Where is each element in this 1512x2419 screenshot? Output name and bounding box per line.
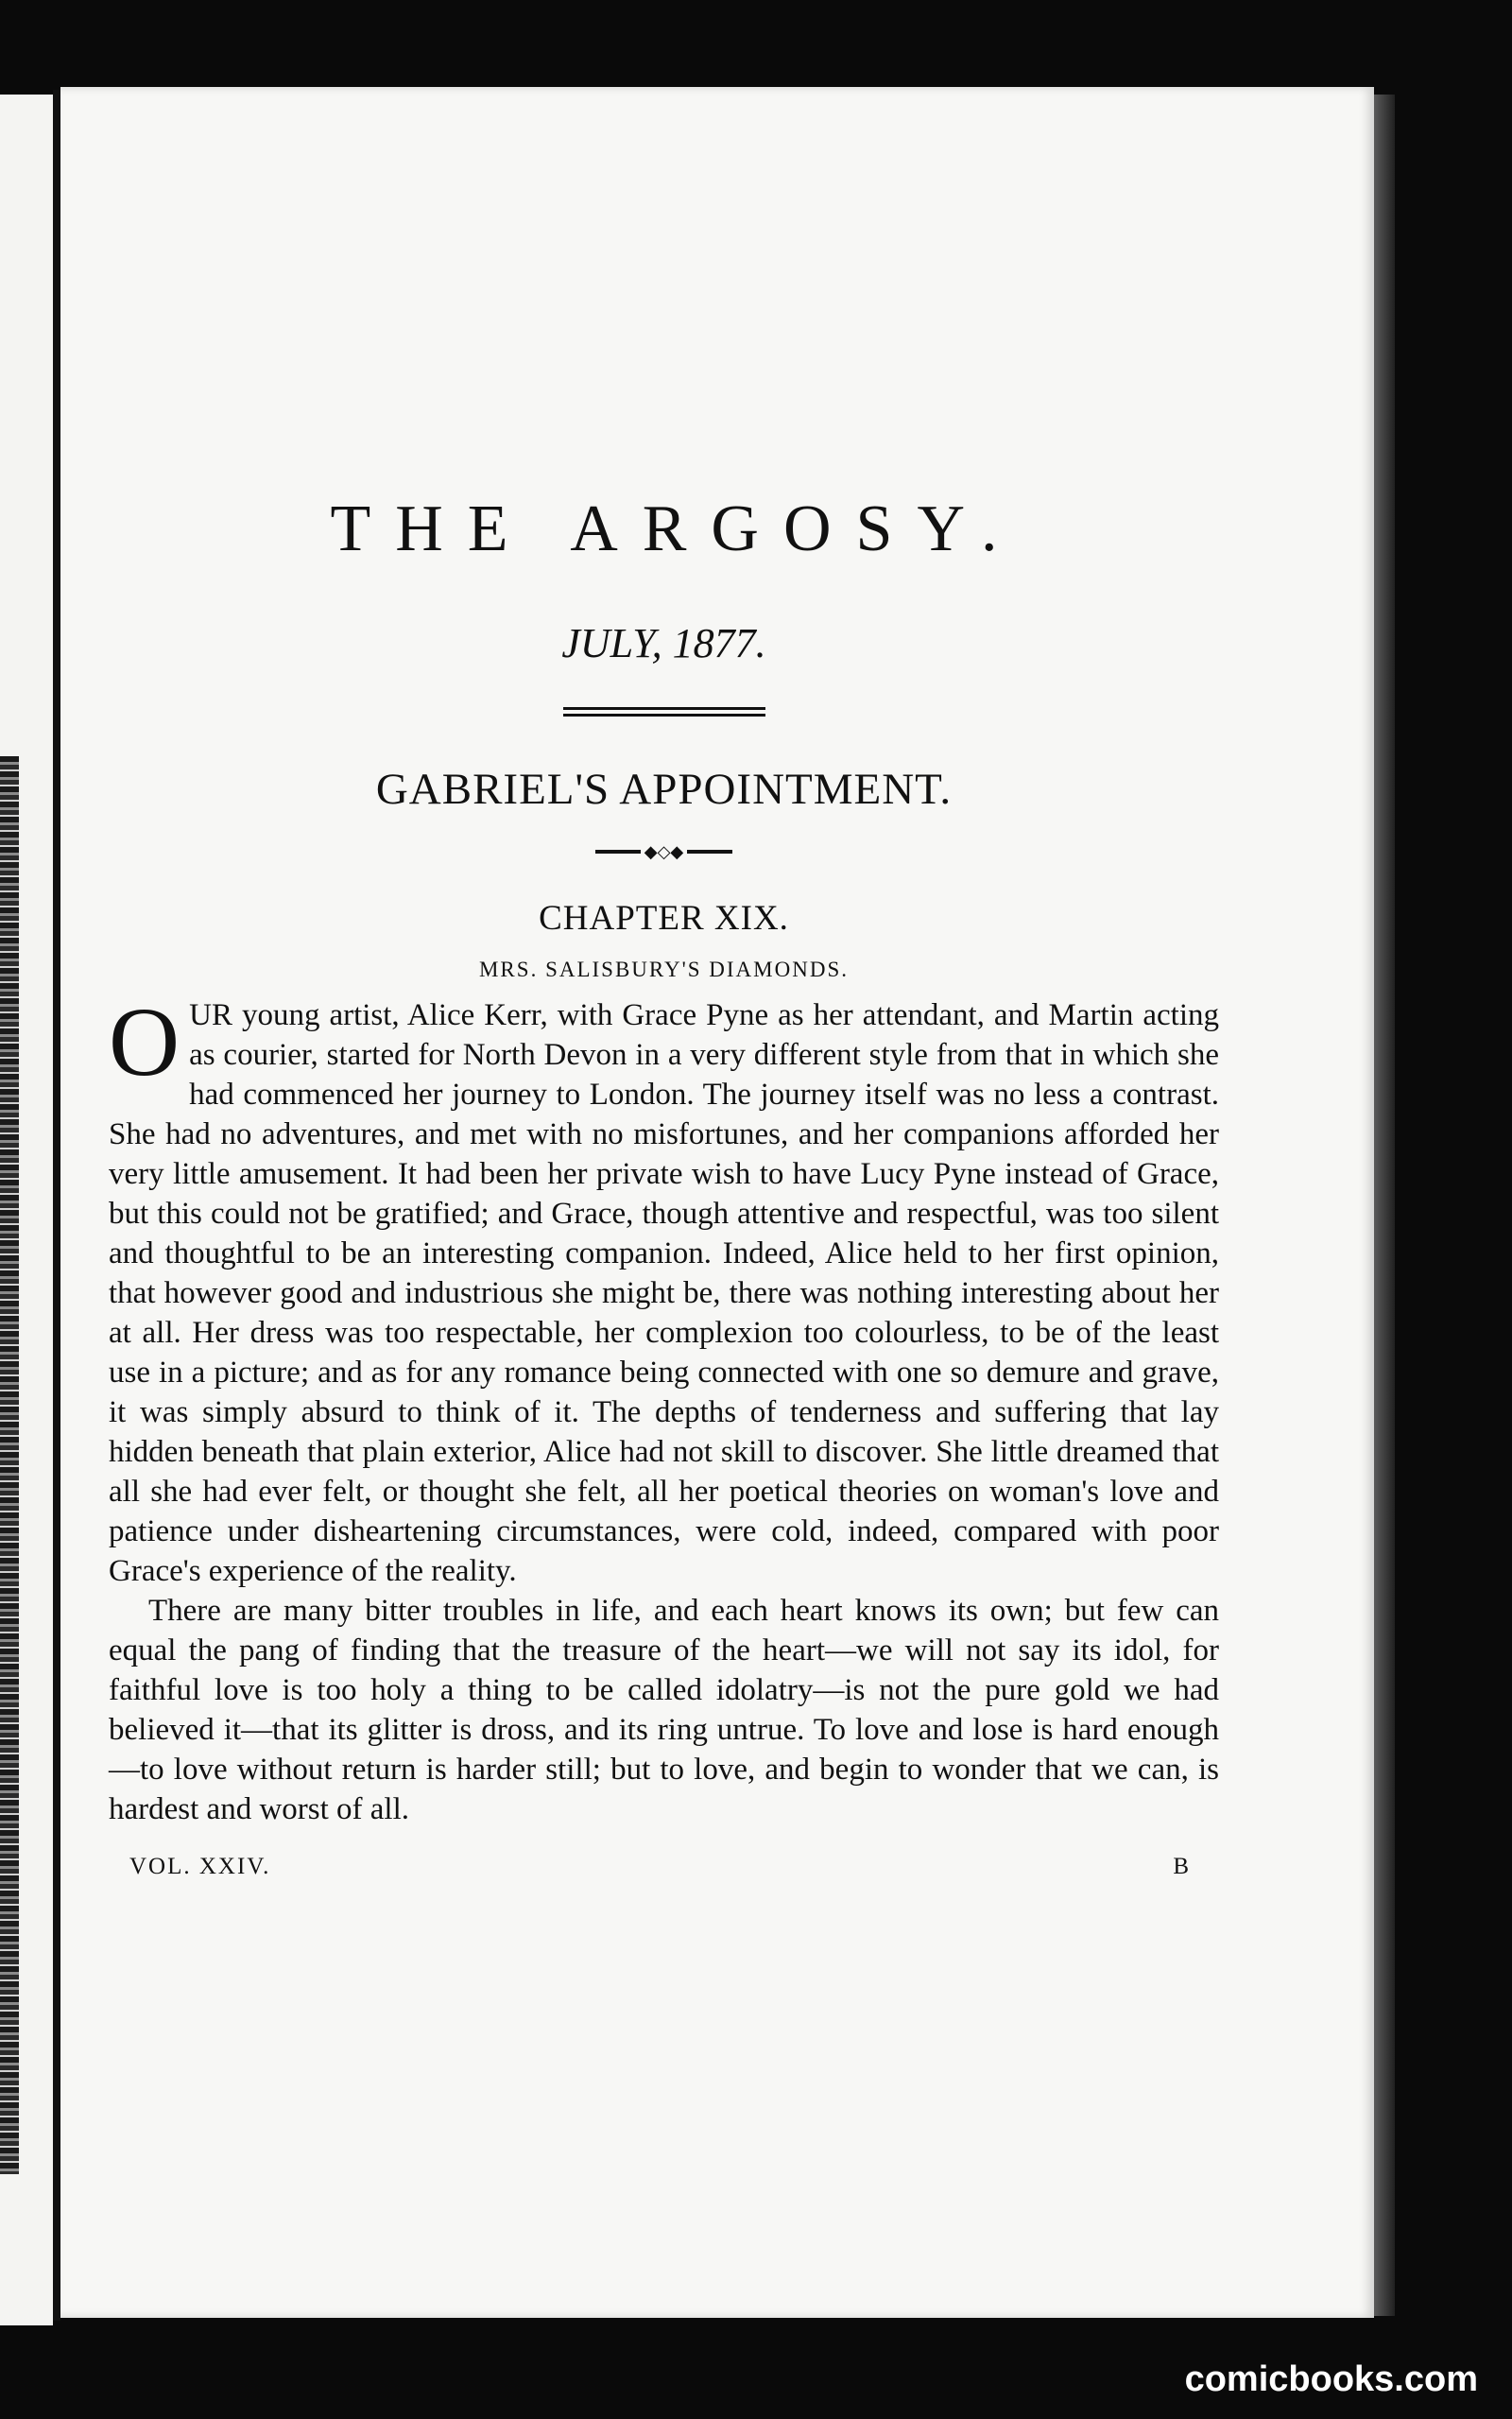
paragraph-2: There are many bitter troubles in life, and each heart knows its own; but few can equal the pang of finding that the treasure of the heart—we will not say its idol, for faithful love is too holy a thing to be called idolatry—is not the pure gold we had believed it—that its glitter is dross, and its ring untrue. To love and lose is hard enough—to love without return is harder still; but to love, and begin to wonder that we can, is hardest and worst of all. [109,1594,1219,1826]
paragraph-1-text: UR young artist, Alice Kerr, with Grace Pyne as her attendant, and Martin acting as courier, started for North Devon in a very different style from that in which she had commenced her journey to London. The journey itself was no less a contrast. She had no adventures, and met with no misfortunes, and her companions afforded her very little amusement. It had been her private wish to have Lucy Pyne instead of Grace, but this could not be gratified; and Grace, though attentive and respectful, was too silent and thoughtful to be an interesting companion. Indeed, Alice held to her first opinion, that however good and industrious she might be, there was nothing interesting about her at all. Her dress was too respectable, her complexion too colourless, to be of the least use in a picture; and as for any romance being connected with one so demure and grave, it was simply absurd to think of it. The depths of tenderness and suffering that lay hidden beneath that plain exterior, Alice had not skill to discover. She little dreamed that all she had ever felt, or thought she felt, all her poetical theories on woman's love and patience under disheartening circumstances, were cold, indeed, compared with poor Grace's experience of the reality. [109,998,1219,1588]
double-rule-divider [563,707,765,717]
ornament-line-right [687,850,732,854]
page-content [109,492,1219,1880]
ornament-divider [109,843,1219,860]
story-title: GABRIEL'S APPOINTMENT. [375,765,953,814]
story-body [109,988,1219,1829]
page-edge-shadow [1374,95,1395,2316]
signature-mark: B [1173,1854,1191,1879]
ornament-line-left [595,850,641,854]
chapter-title: CHAPTER XIX. [539,899,789,938]
issue-date: JULY, 1877. [561,620,766,666]
volume-number: VOL. XXIV. [129,1854,271,1879]
magazine-title: THE ARGOSY. [330,492,1022,565]
ornament-icon: ◆◇◆ [644,842,684,861]
chapter-subtitle: MRS. SALISBURY'S DIAMONDS. [478,958,849,981]
page-footer [109,1854,1219,1880]
paragraph-1 [109,988,1219,1591]
watermark: comicbooks.com [1184,2359,1478,2399]
facing-page-illustration [0,756,19,2174]
facing-page-edge [0,95,53,2325]
drop-cap: O [109,988,180,1097]
book-gutter [53,90,60,2321]
